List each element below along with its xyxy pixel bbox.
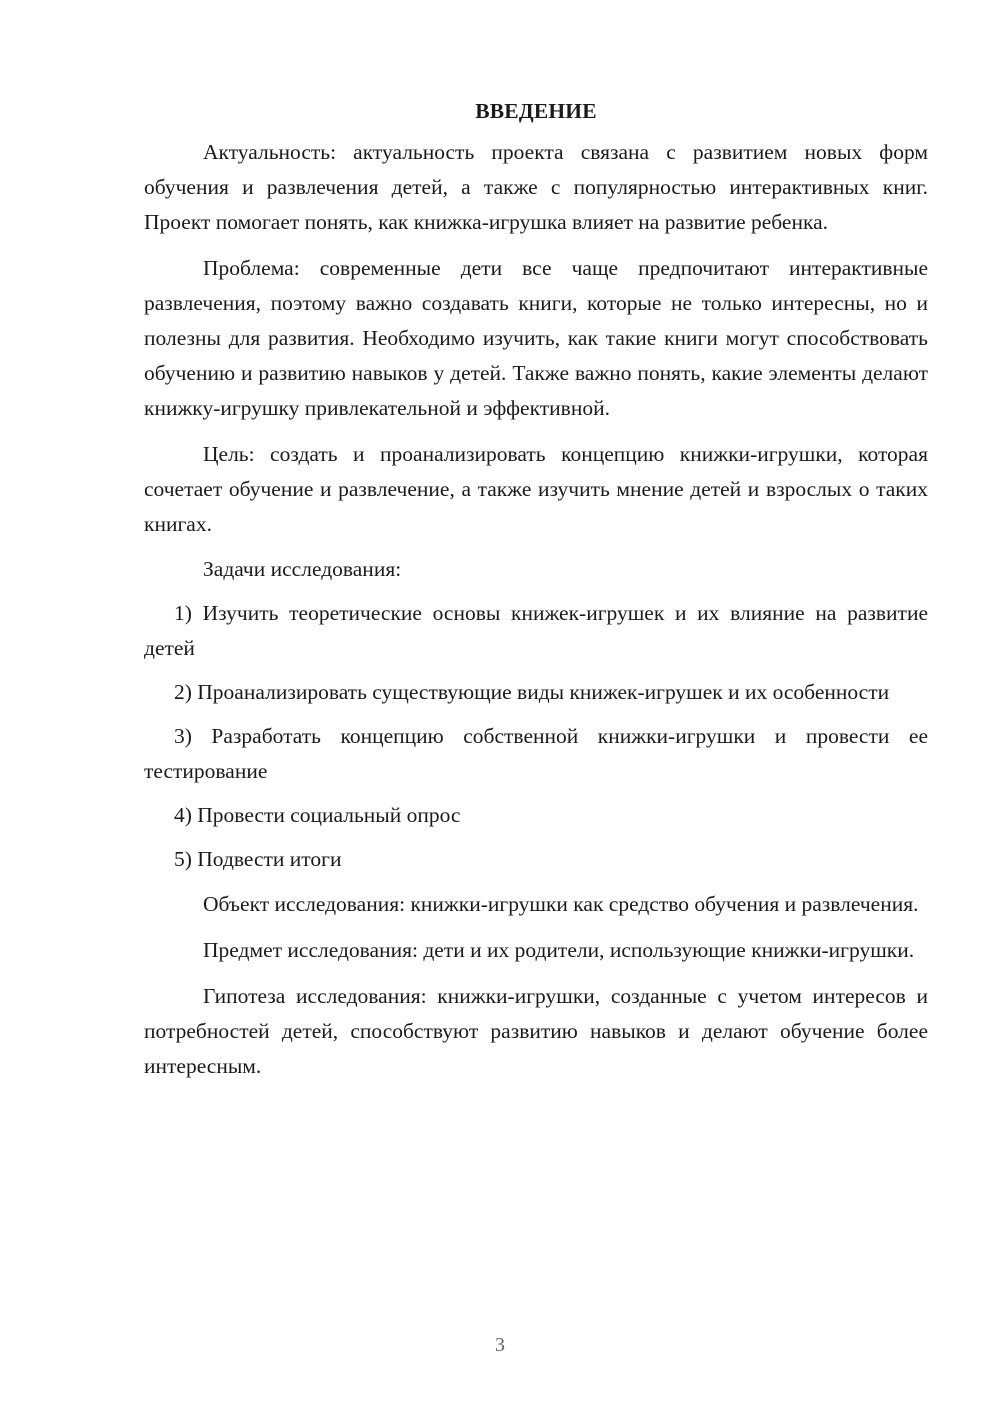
- paragraph-hypothesis: Гипотеза исследования: книжки-игрушки, созданные с учетом интересов и потребностей детей, способствуют развитию навыков и делают обучение более интересным.: [144, 984, 928, 1078]
- task-item-1: 1) Изучить теоретические основы книжек-игрушек и их влияние на развитие детей: [144, 601, 928, 660]
- paragraph-subject: Предмет исследования: дети и их родители, использующие книжки-игрушки.: [203, 938, 915, 962]
- task-item-4: 4) Провести социальный опрос: [174, 803, 461, 827]
- page-title: ВВЕДЕНИЕ: [475, 99, 597, 123]
- task-item-5: 5) Подвести итоги: [174, 847, 342, 871]
- document-page: [144, 98, 928, 1084]
- paragraph-relevance: Актуальность: актуальность проекта связана с развитием новых форм обучения и развлечения детей, а также с популярностью интерактивных книг. Проект помогает понять, как книжка-игрушка влияет на развитие ребенка.: [144, 140, 928, 234]
- paragraph-problem: Проблема: современные дети все чаще предпочитают интерактивные развлечения, поэтому важно создавать книги, которые не только интересны, но и полезны для развития. Необходимо изучить, как такие книги могут способствовать обучению и развитию навыков у детей. Также важно понять, какие элементы делают книжку-игрушку привлекательной и эффективной.: [144, 256, 928, 420]
- paragraph-tasks-heading: Задачи исследования:: [203, 557, 402, 581]
- task-item-2: 2) Проанализировать существующие виды книжек-игрушек и их особенности: [174, 680, 890, 704]
- paragraph-object: Объект исследования: книжки-игрушки как средство обучения и развлечения.: [203, 892, 919, 916]
- paragraph-goal: Цель: создать и проанализировать концепцию книжки-игрушки, которая сочетает обучение и развлечение, а также изучить мнение детей и взрослых о таких книгах.: [144, 442, 928, 536]
- page-number: 3: [495, 1334, 505, 1356]
- task-item-3: 3) Разработать концепцию собственной книжки-игрушки и провести ее тестирование: [144, 724, 928, 783]
